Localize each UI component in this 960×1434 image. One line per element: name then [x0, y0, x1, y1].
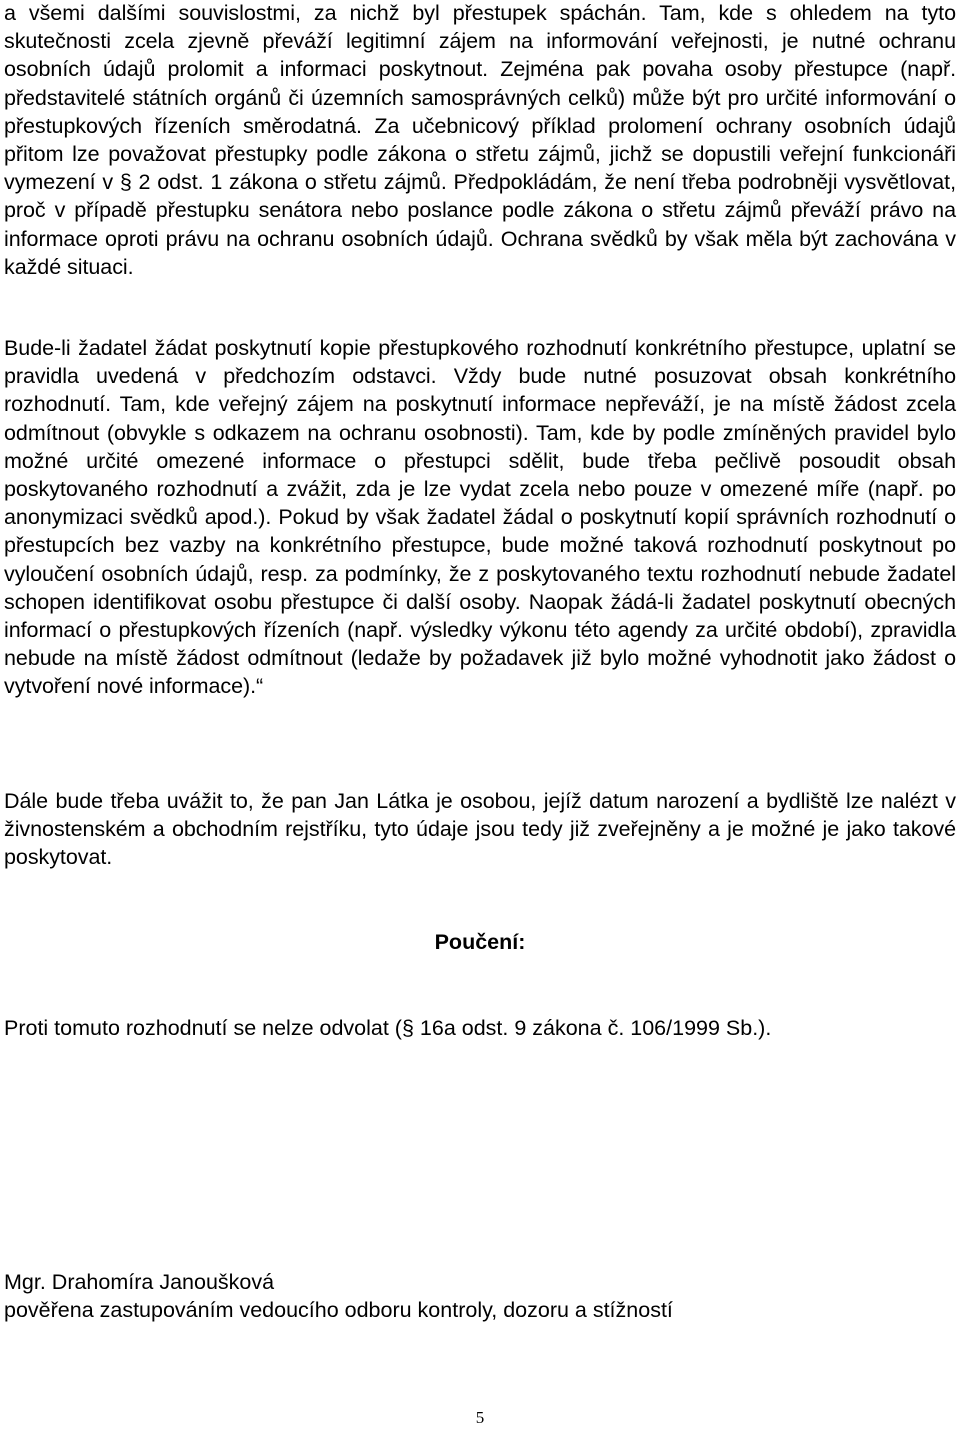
body-paragraph: a všemi dalšími souvislostmi, za nichž byl přestupek spáchán. Tam, kde s ohledem na tyto skutečnosti zcela zjevně převáží legitimní zájem na informování veřejnosti, je nutné ochranu osobních údajů prolomit a informaci poskytnout. Zejména pak povaha osoby přestupce (např. představitelé státních orgánů či územních samosprávných celků) může být pro určité informování o přestupkových řízeních směrodatná. Za učebnicový příklad prolomení ochrany osobních údajů přitom lze považovat přestupky podle zákona o střetu zájmů, jichž se dopustili veřejní funkcionáři vymezení v § 2 odst. 1 zákona o střetu zájmů. Předpokládám, že není třeba podrobněji vysvětlovat, proč v případě přestupku senátora nebo poslance podle zákona o střetu zájmů převáží právo na informace oproti právu na ochranu osobních údajů. Ochrana svědků by však měla být zachována v každé situaci.	[4, 1, 956, 279]
document-page	[4, 0, 956, 1434]
instruction-text: Proti tomuto rozhodnutí se nelze odvolat (§ 16a odst. 9 zákona č. 106/1999 Sb.).	[4, 1016, 772, 1040]
signatory-name: Mgr. Drahomíra Janoušková	[4, 1270, 275, 1294]
page-number: 5	[475, 1408, 485, 1427]
body-paragraph: Bude-li žadatel žádat poskytnutí kopie přestupkového rozhodnutí konkrétního přestupce, uplatní se pravidla uvedená v předchozím odstavci. Vždy bude nutné posuzovat obsah konkrétního rozhodnutí. Tam, kde veřejný zájem na poskytnutí informace nepřeváží, je na místě žádost zcela odmítnout (obvykle s odkazem na ochranu osobnosti). Tam, kde by podle zmíněných pravidel bylo možné určité omezené informace o přestupci sdělit, bude třeba pečlivě posoudit obsah poskytovaného rozhodnutí a zvážit, zda je lze vydat zcela nebo pouze v omezené míře (např. po anonymizaci svědků apod.). Pokud by však žadatel žádal o poskytnutí kopií správních rozhodnutí o přestupcích bez vazby na konkrétního přestupce, bude možné taková rozhodnutí poskytnout po vyloučení osobních údajů, resp. za podmínky, že z poskytovaného textu rozhodnutí nebude žadatel schopen identifikovat osobu přestupce či další osoby. Naopak žádá-li žadatel poskytnutí obecných informací o přestupkových řízeních (např. výsledky výkonu této agendy za určité období), zpravidla nebude na místě žádost odmítnout (ledaže by požadavek již bylo možné vyhodnotit jako žádost o vytvoření nové informace).“	[4, 336, 956, 699]
signature-block	[4, 1268, 956, 1324]
signatory-role: pověřena zastupováním vedoucího odboru kontroly, dozoru a stížností	[4, 1298, 673, 1322]
instruction-heading: Poučení:	[434, 930, 526, 954]
body-paragraph: Dále bude třeba uvážit to, že pan Jan Látka je osobou, jejíž datum narození a bydliště lze nalézt v živnostenském a obchodním rejstříku, tyto údaje jsou tedy již zveřejněny a je možné je jako takové poskytovat.	[4, 789, 956, 870]
